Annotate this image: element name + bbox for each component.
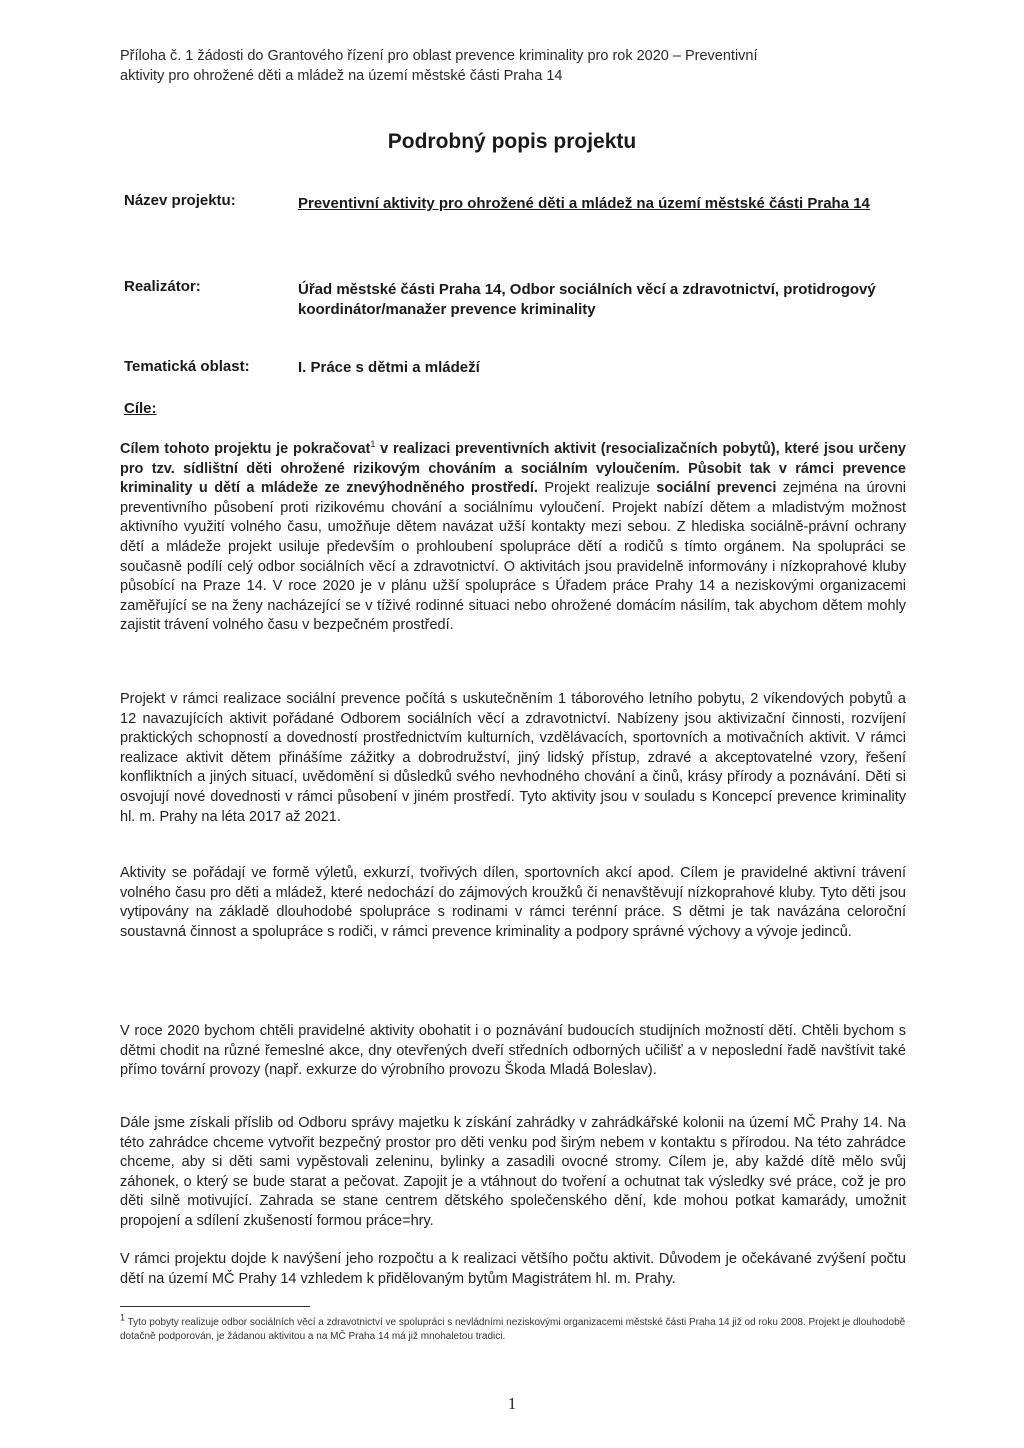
implementer-label: Realizátor: <box>124 278 201 295</box>
goals-bold-continued: v realizaci preventivních aktivit (resocializačních pobytů), které jsou určeny pro tzv. sídlištní děti ohrožené rizikovým chováním a sociálním vyloučením. Působit tak v rámci prevence kriminality u dětí a mládeže ze znevýhodněného prostředí. <box>120 441 906 497</box>
project-name-value: Preventivní aktivity pro ohrožené děti a mládež na území městské části Praha 14 <box>298 195 870 212</box>
goals-bold-social-prevention: sociální prevenci <box>656 480 777 497</box>
implementer-value: Úřad městské části Praha 14, Odbor sociálních věcí a zdravotnictví, protidrogový koordinátor/manažer prevence kriminality <box>298 281 876 318</box>
paragraph-goals <box>120 440 906 636</box>
footnote <box>120 1312 906 1344</box>
paragraph-prevention-activities: Projekt v rámci realizace sociální prevence počítá s uskutečněním 1 táborového letního pobytu, 2 víkendových pobytů a 12 navazujících aktivit pořádané Odborem sociálních věcí a zdravotnictví. Nabízeny jsou aktivizační činnosti, rozvíjení praktických schopností a dovedností prostřednictvím kulturních, vzdělávacích, sportovních a motivačních aktivit. V rámci realizace aktivit dětem přinášíme zážitky a dobrodružství, jiný lidský přístup, zdravé a akceptovatelné vzory, řešení konfliktních a jiných situací, uvědomění si důsledků svého nevhodného chování a činů, krásy přírody a poznávání. Děti si osvojují nové dovednosti v rámci působení v jiném prostředí. Tyto aktivity jsou v souladu s Koncepcí prevence kriminality hl. m. Prahy na léta 2017 až 2021. <box>120 691 906 825</box>
page-number: 1 <box>507 1394 517 1413</box>
footnote-mark: 1 <box>120 1312 126 1323</box>
header-line-1: Příloha č. 1 žádosti do Grantového řízení pro oblast prevence kriminality pro rok 2020 – Preventivní <box>120 48 758 64</box>
footnote-text: Tyto pobyty realizuje odbor sociálních věcí a zdravotnictví ve spolupráci s nevládními neziskovými organizacemi městské části Praha 14 již od roku 2008. Projekt je dlouhodobě dotačně podporován, je žádanou aktivitou a na MČ Praha 14 má již mnohaletou tradici. <box>120 1317 906 1342</box>
goals-heading: Cíle: <box>124 400 157 417</box>
thematic-area-value: I. Práce s dětmi a mládeží <box>298 359 480 376</box>
paragraph-budget: V rámci projektu dojde k navýšení jeho rozpočtu a k realizaci většího počtu aktivit. Důvodem je očekávané zvýšení počtu dětí na území MČ Prahy 14 vzhledem k přidělovaným bytům Magistrátem hl. m. Prahy. <box>120 1251 906 1287</box>
footnote-reference: 1 <box>370 439 376 450</box>
goals-text-a: Projekt realizuje <box>537 480 657 497</box>
footnote-divider <box>120 1306 310 1307</box>
paragraph-activity-forms: Aktivity se pořádají ve formě výletů, exkurzí, tvořivých dílen, sportovních akcí apod. Cílem je pravidelné aktivní trávení volného času pro děti a mládež, které nedochází do zájmových kroužků či nenavštěvují nízkoprahové kluby. Tyto děti jsou vytipovány na základě dlouhodobé spolupráce s rodinami v rámci terénní práce. S dětmi je tak navázána celoroční soustavná činnost a spolupráce s rodiči, v rámci prevence kriminality a podpory správné výchovy a vývoje jedinců. <box>120 865 906 940</box>
header-line-2: aktivity pro ohrožené děti a mládež na území městské části Praha 14 <box>120 68 563 84</box>
paragraph-study-options: V roce 2020 bychom chtěli pravidelné aktivity obohatit i o poznávání budoucích studijních možností dětí. Chtěli bychom s dětmi chodit na různé řemeslné akce, dny otevřených dveří středních odborných učilišť a v neposlední řadě navštívit také přímo tovární provozy (např. exkurze do výrobního provozu Škoda Mladá Boleslav). <box>120 1023 906 1079</box>
thematic-area-label: Tematická oblast: <box>124 358 250 375</box>
project-name-label: Název projektu: <box>124 192 236 209</box>
attachment-header <box>120 46 890 86</box>
document-title: Podrobný popis projektu <box>387 130 637 153</box>
paragraph-garden: Dále jsme získali příslib od Odboru správy majetku k získání zahrádky v zahrádkářské kolonii na území MČ Prahy 14. Na této zahrádce chceme vytvořit bezpečný prostor pro děti venku pod širým nebem v kontaktu s přírodou. Na této zahrádce chceme, aby si děti sami vypěstovali zeleninu, bylinky a zasadili ovocné stromy. Cílem je, aby každé dítě mělo svůj záhonek, o který se bude starat a pečovat. Zapojit je a vtáhnout do tvoření a ochutnat tak výsledky své práce, což je pro děti silně motivující. Zahrada se stane centrem dětského společenského dění, kde mohou potkat kamarády, umožnit propojení a sdílení zkušeností formou práce=hry. <box>120 1115 906 1229</box>
goals-bold-intro: Cílem tohoto projektu je pokračovat <box>120 441 371 457</box>
goals-text-b: zejména na úrovni preventivního působení proti rizikovému chování a sociálnímu vyloučení. Projekt nabízí dětem a mladistvým možnost aktivního využití volného času, umožňuje dětem navázat užší kontakty mezi sebou. Z hlediska sociálně-právní ochrany dětí a mládeže projekt usiluje především o prohloubení spolupráce dětí a rodičů s tímto orgánem. Na spolupráci se současně podílí celý odbor sociálních věcí a zdravotnictví. O aktivitách jsou pravidelně informovány i nízkoprahové kluby působící na Praze 14. V roce 2020 je v plánu užší spolupráce s Úřadem práce Prahy 14 a neziskovými organizacemi zaměřující se na ženy nacházející se v tíživé rodinné situaci nebo ohrožené domácím násilím, tak abychom dětem mohly zajistit trávení volného času v bezpečném prostředí. <box>120 480 906 634</box>
